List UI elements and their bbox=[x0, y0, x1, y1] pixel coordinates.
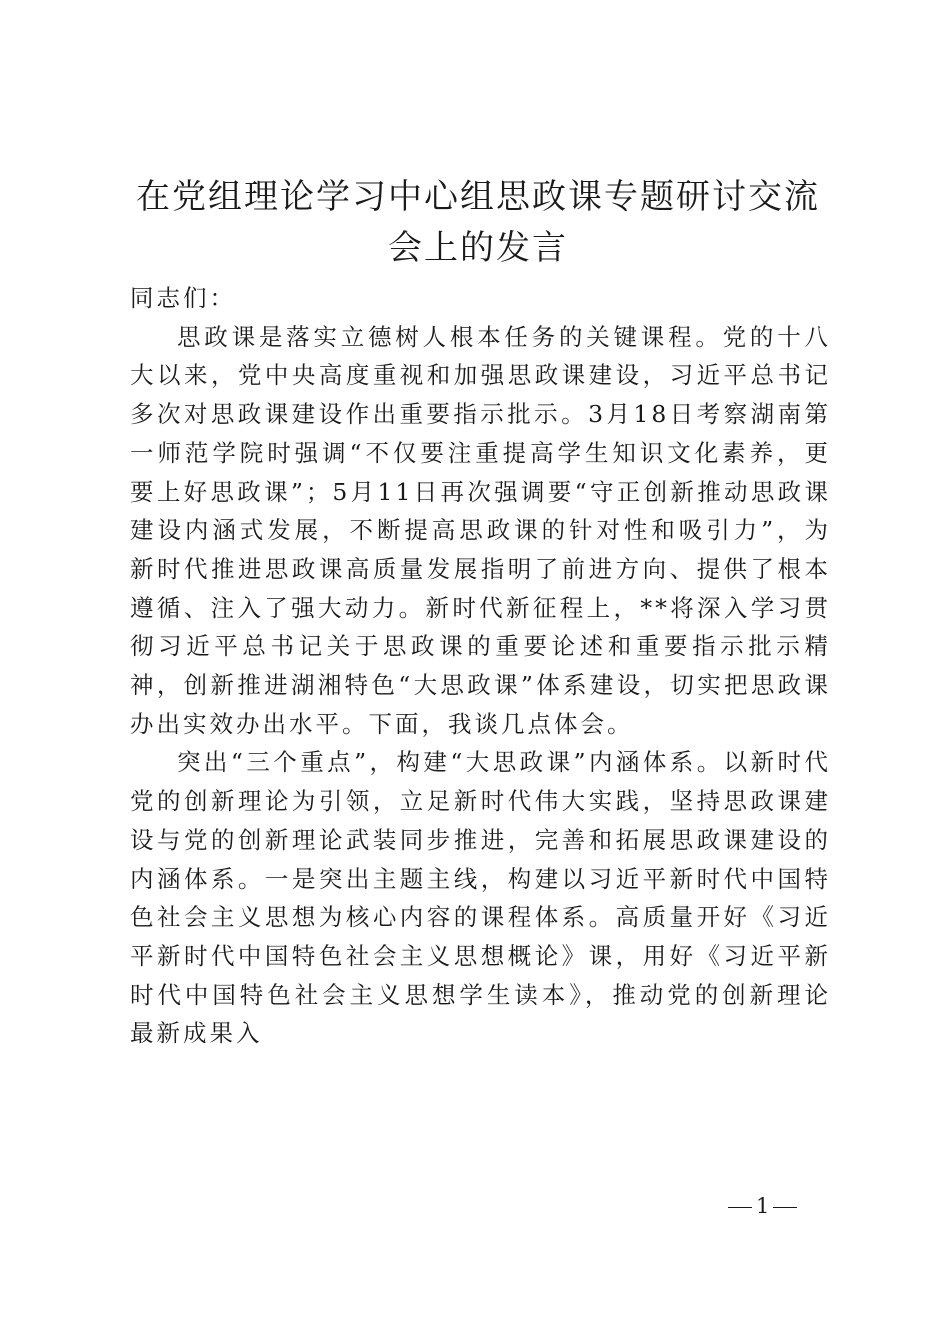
paragraph: 思政课是落实立德树人根本任务的关键课程。党的十八大以来，党中央高度重视和加强思政课建设，习近平总书记多次对思政课建设作出重要指示批示。3月18日考察湖南第一师范学院时强调“不仅要注重提高学生知识文化素养，更要上好思政课”；5月11日再次强调要“守正创新推动思政课建设内涵式发展，不断提高思政课的针对性和吸引力”，为新时代推进思政课高质量发展指明了前进方向、提供了根本遵循、注入了强大动力。新时代新征程上，**将深入学习贯彻习近平总书记关于思政课的重要论述和重要指示批示精神，创新推进湖湘特色“大思政课”体系建设，切实把思政课办出实效办出水平。下面，我谈几点体会。 bbox=[130, 322, 831, 738]
page-footer bbox=[728, 1192, 818, 1220]
paragraph: 突出“三个重点”，构建“大思政课”内涵体系。以新时代党的创新理论为引领，立足新时代伟大实践，坚持思政课建设与党的创新理论武装同步推进，完善和拓展思政课建设的内涵体系。一是突出主题主线，构建以习近平新时代中国特色社会主义思想为核心内容的课程体系。高质量开好《习近平新时代中国特色社会主义思想概论》课，用好《习近平新时代中国特色社会主义思想学生读本》，推动党的创新理论最新成果入 bbox=[130, 748, 831, 1048]
footer-dash-left bbox=[728, 1207, 752, 1209]
document-title: 在党组理论学习中心组思政课专题研讨交流会上的发言 bbox=[136, 177, 820, 268]
page-number: 1 bbox=[756, 1194, 770, 1218]
footer-dash-right bbox=[773, 1207, 797, 1209]
document-body bbox=[130, 279, 831, 1053]
salutation: 同志们： bbox=[130, 284, 236, 312]
